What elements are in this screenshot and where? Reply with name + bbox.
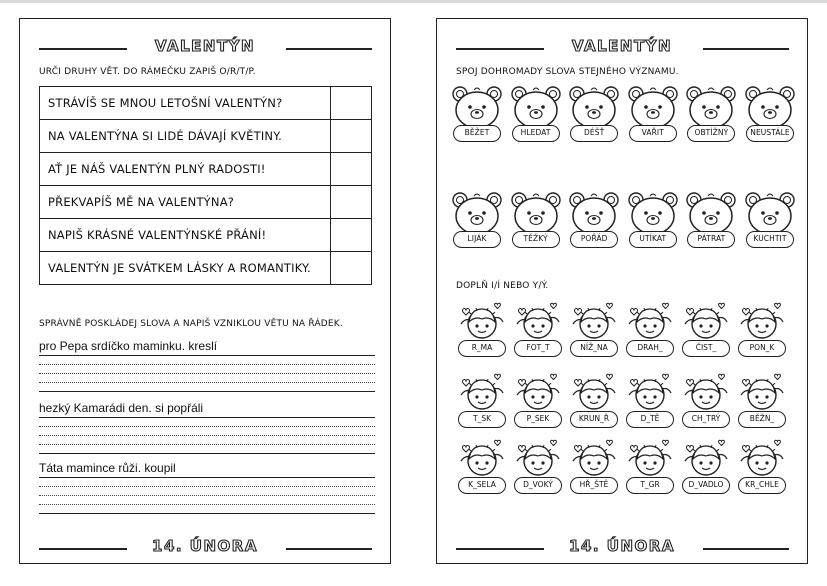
sentence-text: NA VALENTÝNA SI LIDÉ DÁVAJÍ KVĚTINY. <box>40 120 331 153</box>
word-label: LIJÁK <box>453 231 501 248</box>
fill-in-word: DRAH_ <box>626 340 674 357</box>
bear-card[interactable] <box>568 191 620 249</box>
girl-card[interactable] <box>625 302 675 359</box>
scrambled-sentence: Táta mamince růži. koupil <box>39 461 176 475</box>
girl-with-hearts-icon <box>457 373 507 415</box>
girl-with-hearts-icon <box>681 302 731 344</box>
girl-card[interactable] <box>569 373 619 430</box>
header-left <box>20 37 390 61</box>
header-rule-right <box>703 48 789 50</box>
word-label: KUCHTIT <box>746 231 794 248</box>
instruction-spelling: DOPLŇ I/Í NEBO Y/Ý. <box>456 281 549 291</box>
girl-card[interactable] <box>681 439 731 496</box>
girl-with-hearts-icon <box>737 439 787 481</box>
girl-with-hearts-icon <box>513 373 563 415</box>
fill-in-word: D_VOKÝ <box>514 477 562 494</box>
writing-guide <box>39 382 375 383</box>
girl-with-hearts-icon <box>737 373 787 415</box>
teddy-bear-icon <box>685 85 737 129</box>
bear-card[interactable] <box>627 85 679 143</box>
writing-guide <box>39 364 375 365</box>
sentence-text: NAPIŠ KRÁSNÉ VALENTÝNSKÉ PŘÁNÍ! <box>40 219 331 252</box>
instruction-sentence-types: URČI DRUHY VĚT. DO RÁMEČKU ZAPIŠ O/R/T/P. <box>39 67 256 77</box>
answer-box[interactable] <box>331 87 372 120</box>
bear-card[interactable] <box>451 191 503 249</box>
table-row <box>40 186 372 219</box>
word-label: VAŘIT <box>629 125 677 142</box>
answer-box[interactable] <box>331 153 372 186</box>
sentence-text: VALENTÝN JE SVÁTKEM LÁSKY A ROMANTIKY. <box>40 252 331 285</box>
teddy-bear-icon <box>451 85 503 129</box>
writing-line[interactable] <box>39 355 375 356</box>
girl-with-hearts-icon <box>457 302 507 344</box>
writing-line[interactable] <box>39 453 375 454</box>
fill-in-word: D_VADLO <box>682 477 730 494</box>
girl-card[interactable] <box>681 373 731 430</box>
teddy-bear-icon <box>744 85 796 129</box>
teddy-bear-icon <box>685 191 737 235</box>
writing-guide <box>39 435 375 436</box>
girl-with-hearts-icon <box>569 439 619 481</box>
teddy-bear-icon <box>568 191 620 235</box>
window-top-border <box>0 0 827 3</box>
writing-guide <box>39 426 375 427</box>
table-row <box>40 87 372 120</box>
scrambled-sentence: pro Pepa srdíčko maminku. kreslí <box>39 339 218 353</box>
table-row <box>40 153 372 186</box>
girl-with-hearts-icon <box>513 302 563 344</box>
bear-card[interactable] <box>744 85 796 143</box>
bear-row <box>451 85 796 143</box>
footer-date: 14. ÚNORA <box>569 537 675 555</box>
girl-row <box>457 439 787 496</box>
header-rule-right <box>286 48 372 50</box>
writing-guide <box>39 495 375 496</box>
girl-with-hearts-icon <box>457 439 507 481</box>
girl-with-hearts-icon <box>625 302 675 344</box>
footer-rule-right <box>286 548 372 550</box>
answer-box[interactable] <box>331 252 372 285</box>
reorder-exercise <box>39 461 375 514</box>
writing-line[interactable] <box>39 477 375 478</box>
footer-left <box>20 537 390 561</box>
footer-right <box>437 537 807 561</box>
fill-in-word: FOT_T <box>514 340 562 357</box>
girl-with-hearts-icon <box>625 439 675 481</box>
fill-in-word: CH_TRÝ <box>682 411 730 428</box>
worksheet-right <box>436 18 808 564</box>
fill-in-word: T_GR <box>626 477 674 494</box>
girl-with-hearts-icon <box>737 302 787 344</box>
word-label: OBTÍŽNÝ <box>687 125 735 142</box>
bear-card[interactable] <box>451 85 503 143</box>
word-label: POŘÁD <box>570 231 618 248</box>
worksheet-left <box>19 18 391 564</box>
bear-card[interactable] <box>510 85 562 143</box>
sentence-types-table <box>39 86 372 285</box>
writing-line[interactable] <box>39 513 375 514</box>
fill-in-word: KR_CHLE <box>738 477 786 494</box>
girl-card[interactable] <box>457 302 507 359</box>
word-label: BĚŽET <box>453 125 501 142</box>
sentence-text: AŤ JE NÁŠ VALENTÝN PLNÝ RADOSTI! <box>40 153 331 186</box>
bear-card[interactable] <box>568 85 620 143</box>
teddy-bear-icon <box>744 191 796 235</box>
girl-row <box>457 302 787 359</box>
reorder-exercise <box>39 401 375 454</box>
fill-in-word: PON_K <box>738 340 786 357</box>
footer-date: 14. ÚNORA <box>152 537 258 555</box>
girl-card[interactable] <box>513 439 563 496</box>
girl-card[interactable] <box>513 302 563 359</box>
instruction-reorder: SPRÁVNĚ POSKLÁDEJ SLOVA A NAPIŠ VZNIKLOU VĚTU NA ŘÁDEK. <box>39 319 343 329</box>
girl-card[interactable] <box>737 373 787 430</box>
girl-with-hearts-icon <box>569 373 619 415</box>
writing-guide <box>39 373 375 374</box>
bear-row <box>451 191 796 249</box>
fill-in-word: D_TĚ <box>626 411 674 428</box>
writing-guide <box>39 504 375 505</box>
table-row <box>40 120 372 153</box>
fill-in-word: BĚŽN_ <box>738 411 786 428</box>
page-title: VALENTÝN <box>154 37 256 55</box>
fill-in-word: HŘ_ŠTĚ <box>570 477 618 494</box>
sentence-text: STRÁVÍŠ SE MNOU LETOŠNÍ VALENTÝN? <box>40 87 331 120</box>
writing-guide <box>39 444 375 445</box>
fill-in-word: KRUN_Ř <box>570 411 618 428</box>
girl-with-hearts-icon <box>569 302 619 344</box>
sentence-text: PŘEKVAPÍŠ MĚ NA VALENTÝNA? <box>40 186 331 219</box>
teddy-bear-icon <box>451 191 503 235</box>
answer-box[interactable] <box>331 186 372 219</box>
girl-card[interactable] <box>737 439 787 496</box>
word-label: HLEDAT <box>512 125 560 142</box>
girl-row <box>457 373 787 430</box>
girl-card[interactable] <box>737 302 787 359</box>
fill-in-word: NÍŽ_NA <box>570 340 618 357</box>
page-title: VALENTÝN <box>571 37 673 55</box>
scrambled-sentence: hezký Kamarádi den. si popřáli <box>39 401 204 415</box>
fill-in-word: K_SELA <box>458 477 506 494</box>
girl-with-hearts-icon <box>681 373 731 415</box>
instruction-synonyms: SPOJ DOHROMADY SLOVA STEJNÉHO VÝZNAMU. <box>456 67 679 77</box>
answer-box[interactable] <box>331 120 372 153</box>
teddy-bear-icon <box>568 85 620 129</box>
writing-line[interactable] <box>39 417 375 418</box>
word-label: DÉŠŤ <box>570 125 618 142</box>
table-row <box>40 252 372 285</box>
fill-in-word: ČIST_ <box>682 340 730 357</box>
girl-card[interactable] <box>457 373 507 430</box>
girl-with-hearts-icon <box>681 439 731 481</box>
girl-card[interactable] <box>625 373 675 430</box>
bear-card[interactable] <box>685 85 737 143</box>
fill-in-word: R_MA <box>458 340 506 357</box>
header-right <box>437 37 807 61</box>
writing-guide <box>39 486 375 487</box>
teddy-bear-icon <box>627 191 679 235</box>
bear-card[interactable] <box>510 191 562 249</box>
girl-card[interactable] <box>569 302 619 359</box>
bear-card[interactable] <box>627 191 679 249</box>
footer-rule-right <box>703 548 789 550</box>
girl-card[interactable] <box>625 439 675 496</box>
word-label: PÁTRAT <box>687 231 735 248</box>
girl-card[interactable] <box>569 439 619 496</box>
bear-card[interactable] <box>685 191 737 249</box>
teddy-bear-icon <box>510 191 562 235</box>
fill-in-word: T_SK <box>458 411 506 428</box>
girl-card[interactable] <box>681 302 731 359</box>
girl-card[interactable] <box>457 439 507 496</box>
word-label: NEUSTÁLE <box>746 125 794 142</box>
word-label: TĚŽKÝ <box>512 231 560 248</box>
teddy-bear-icon <box>510 85 562 129</box>
answer-box[interactable] <box>331 219 372 252</box>
girl-with-hearts-icon <box>513 439 563 481</box>
girl-card[interactable] <box>513 373 563 430</box>
writing-line[interactable] <box>39 391 375 392</box>
word-label: UTÍKAT <box>629 231 677 248</box>
fill-in-word: P_SEK <box>514 411 562 428</box>
girl-with-hearts-icon <box>625 373 675 415</box>
table-row <box>40 219 372 252</box>
reorder-exercise <box>39 339 375 392</box>
bear-card[interactable] <box>744 191 796 249</box>
teddy-bear-icon <box>627 85 679 129</box>
